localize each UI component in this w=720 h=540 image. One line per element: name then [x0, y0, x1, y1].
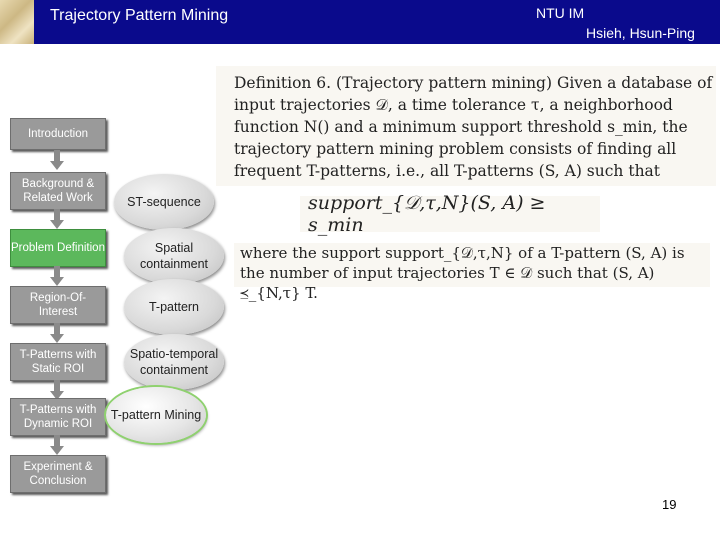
down-arrow-icon [50, 323, 64, 343]
nav-introduction[interactable] [10, 118, 106, 150]
parchment-logo [0, 0, 34, 44]
subtopic-spatio-temporal[interactable] [124, 334, 224, 390]
nav-label: Problem Definition [11, 242, 105, 254]
down-arrow-icon [50, 380, 64, 400]
slide-title: Trajectory Pattern Mining [50, 7, 229, 24]
nav-label: T-Patterns with Static ROI [19, 349, 97, 375]
organization: NTU IM [536, 5, 585, 21]
subtopic-spatial-containment[interactable] [124, 228, 224, 284]
down-arrow-icon [50, 435, 64, 455]
nav-label: Introduction [27, 128, 89, 140]
nav-dynamic-roi[interactable] [10, 398, 106, 436]
definition-block [216, 66, 716, 186]
nav-region-of-interest[interactable] [10, 286, 106, 324]
nav-label: T-Patterns with Dynamic ROI [19, 404, 97, 430]
down-arrow-icon [50, 209, 64, 229]
subtopic-t-pattern-mining[interactable] [106, 387, 206, 443]
subtopic-t-pattern[interactable] [124, 279, 224, 335]
subtopic-label: Spatio-temporal containment [129, 347, 219, 377]
subtopic-label: ST-sequence [127, 195, 201, 209]
nav-problem-definition[interactable] [10, 229, 106, 267]
down-arrow-icon [50, 150, 64, 170]
nav-label: Background & Related Work [21, 178, 95, 204]
down-arrow-icon [50, 266, 64, 286]
subtopic-label: T-pattern [148, 300, 200, 314]
nav-label: Region-Of-Interest [29, 292, 87, 318]
author: Hsieh, Hsun-Ping [586, 25, 695, 41]
subtopic-label: Spatial containment [139, 241, 209, 271]
support-explanation: where the support support_{𝒟,τ,N} of a T-pattern (S, A) is the number of input trajectories T ∈ 𝒟 such that (S, A) ⪯_{N,τ} T. [234, 243, 710, 287]
subtopic-st-sequence[interactable] [114, 174, 214, 230]
nav-label: Experiment & Conclusion [23, 461, 93, 487]
support-formula: support_{𝒟,τ,N}(S, A) ≥ s_min [300, 196, 600, 232]
nav-background[interactable] [10, 172, 106, 210]
definition-text: Definition 6. (Trajectory pattern mining) Given a database of input trajectories 𝒟, a time tolerance τ, a neighborhood function N() and a minimum support threshold s_min, the trajectory pattern mining problem consists of finding all frequent T-patterns, i.e., all T-patterns (S, A) such that [234, 74, 713, 180]
nav-experiment[interactable] [10, 455, 106, 493]
page-number: 19 [662, 497, 677, 512]
nav-static-roi[interactable] [10, 343, 106, 381]
subtopic-label: T-pattern Mining [110, 408, 202, 422]
title-bar [0, 0, 720, 44]
